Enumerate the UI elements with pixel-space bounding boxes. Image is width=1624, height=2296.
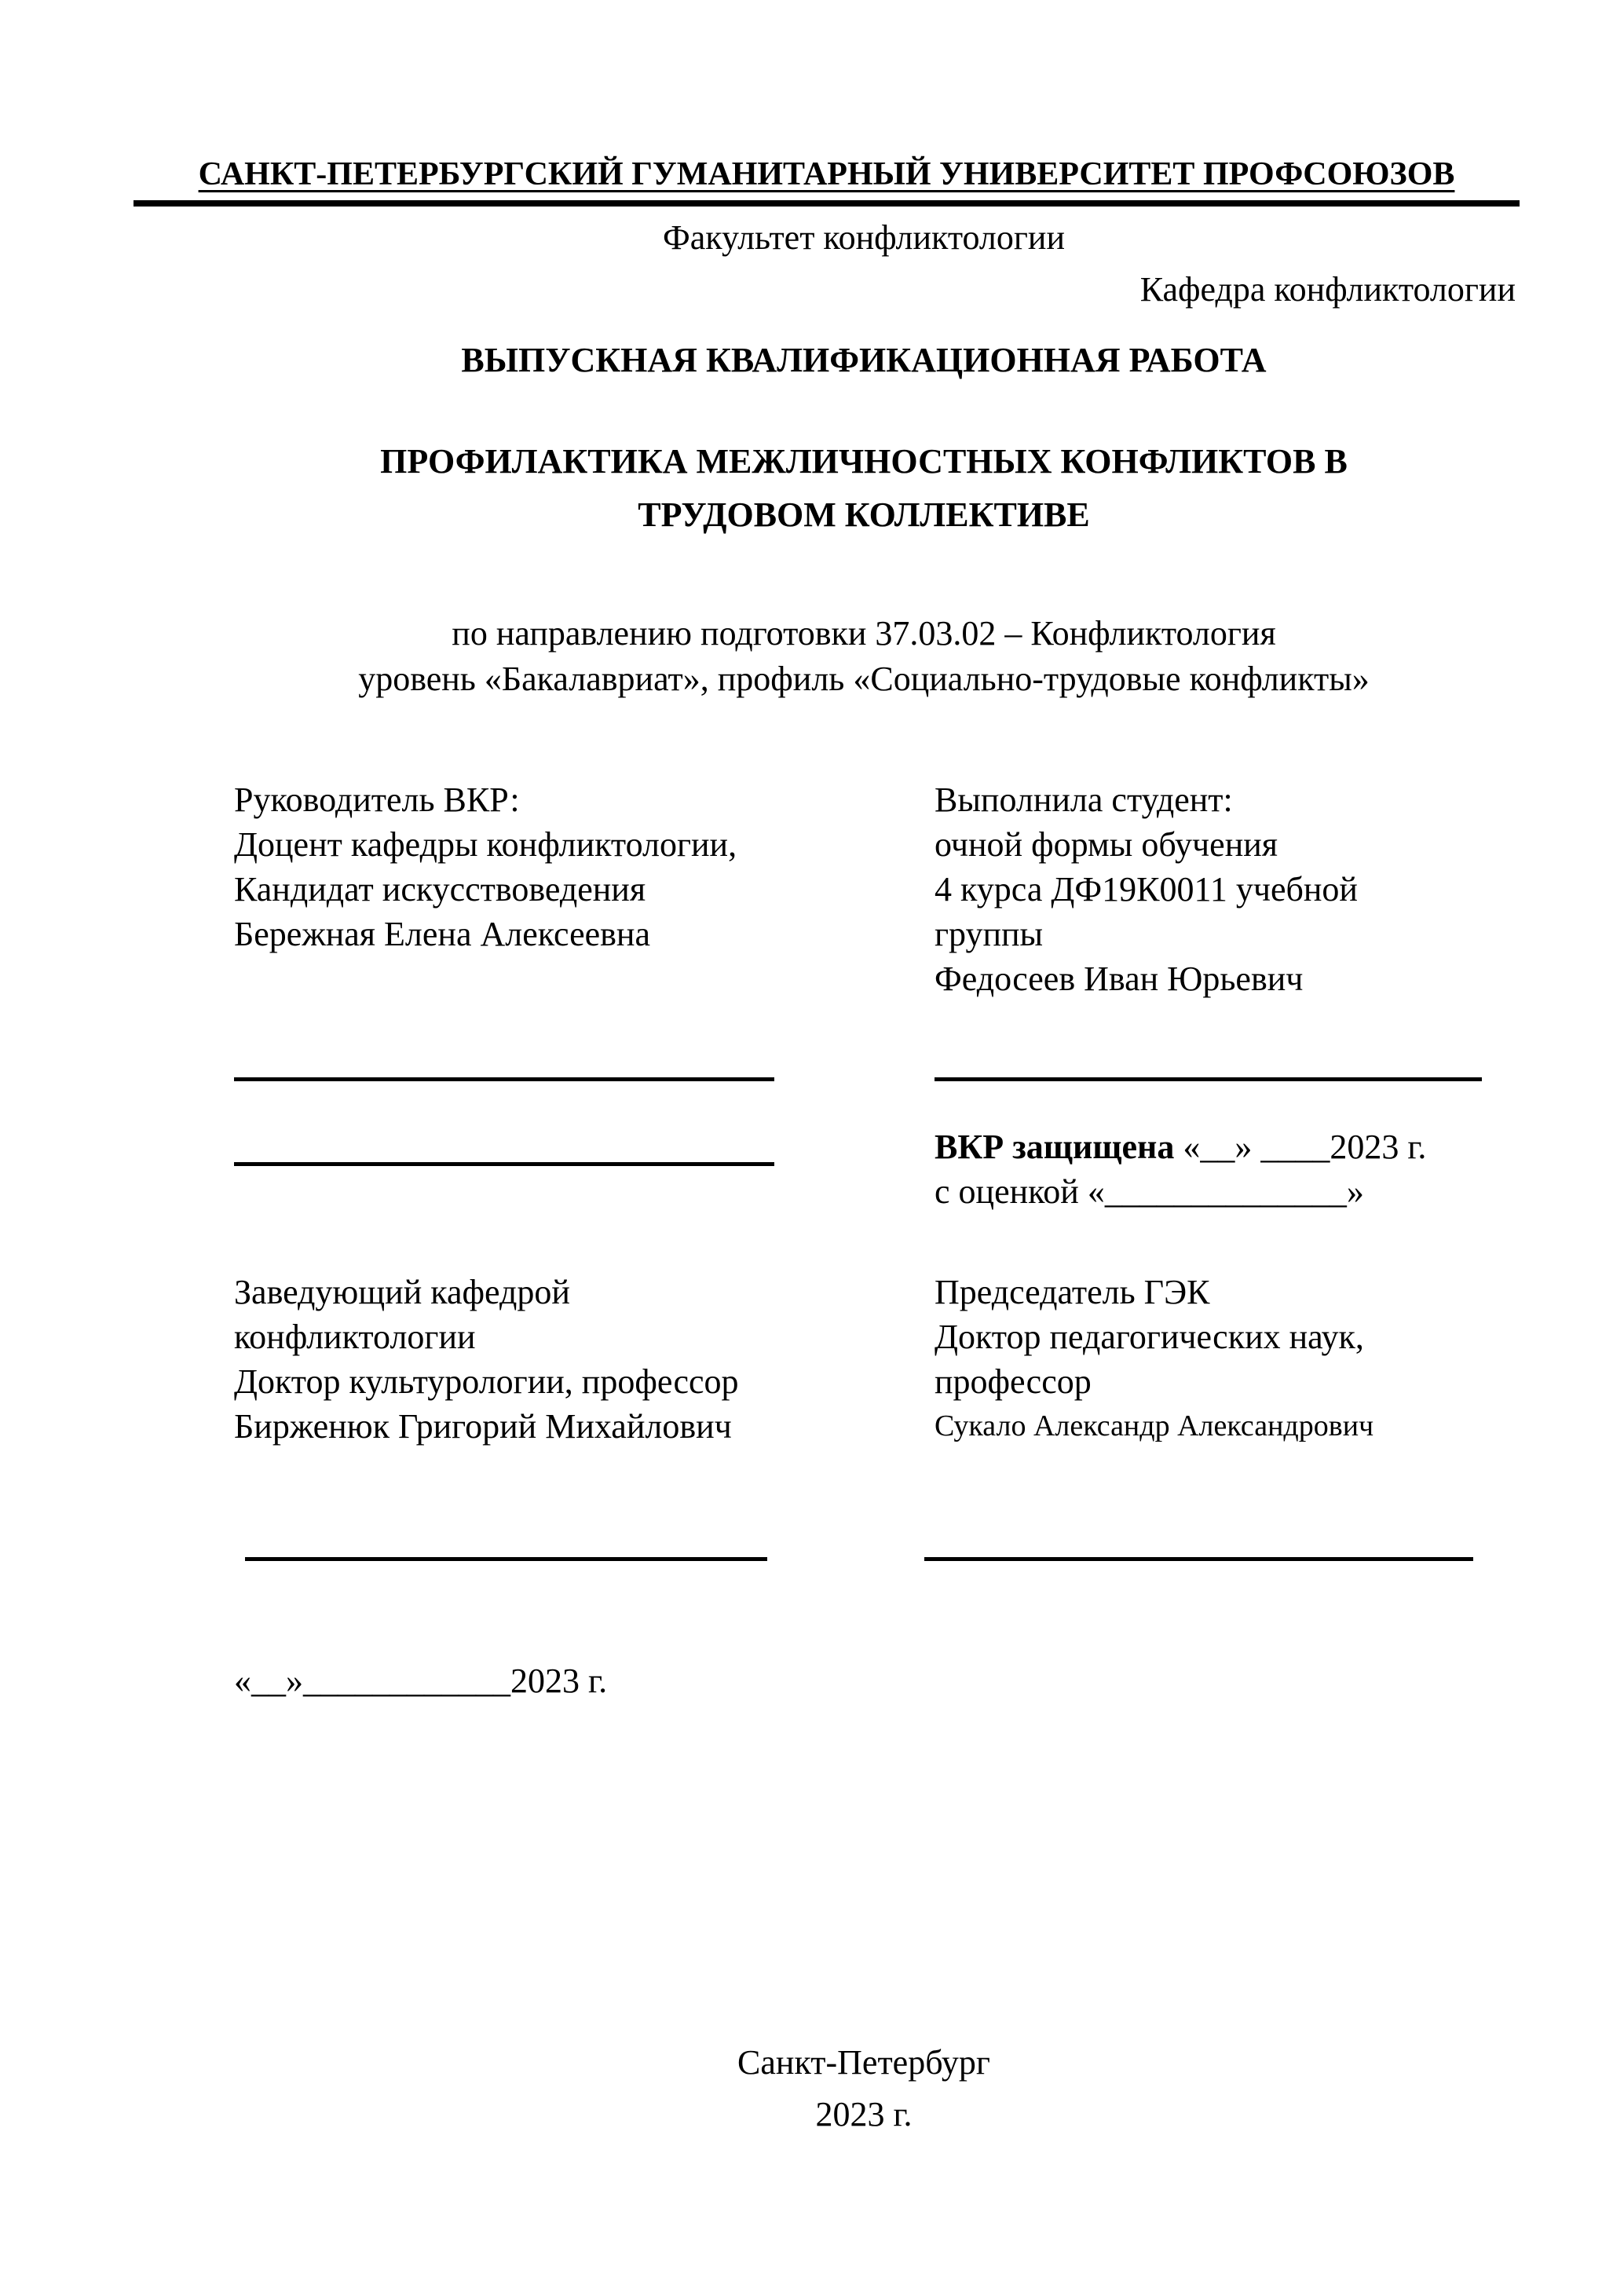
defense-label: ВКР защищена xyxy=(935,1128,1175,1166)
signature-line-student xyxy=(935,1077,1482,1081)
program-level: уровень «Бакалавриат», профиль «Социально-трудовые конфликты» xyxy=(358,660,1370,698)
gek-chair-degree-line1: Доктор педагогических наук, xyxy=(935,1318,1364,1356)
student-label: Выполнила студент: xyxy=(935,781,1233,819)
gek-chair-degree-line2: профессор xyxy=(935,1362,1092,1401)
defense-block xyxy=(935,1124,1563,1214)
gek-chair-name: Сукало Александр Александрович xyxy=(935,1409,1374,1442)
signature-line-supervisor-2 xyxy=(234,1162,774,1166)
date-blank-line: «__»____________2023 г. xyxy=(234,1662,608,1700)
department-head-block xyxy=(234,1270,878,1449)
dept-head-title-line2: конфликтологии xyxy=(234,1318,476,1356)
work-type-heading: ВЫПУСКНАЯ КВАЛИФИКАЦИОННАЯ РАБОТА xyxy=(461,341,1267,379)
student-block xyxy=(935,777,1578,1001)
dept-head-name: Бирженюк Григорий Михайлович xyxy=(234,1407,732,1446)
university-header xyxy=(134,154,1520,207)
department-line: Кафедра конфликтологии xyxy=(1139,270,1516,309)
supervisor-label: Руководитель ВКР: xyxy=(234,781,520,819)
faculty-line: Факультет конфликтологии xyxy=(662,218,1065,257)
thesis-title-line2: ТРУДОВОМ КОЛЛЕКТИВЕ xyxy=(638,495,1090,534)
city-line: Санкт-Петербург xyxy=(737,2043,990,2082)
supervisor-block xyxy=(234,777,878,956)
year-line: 2023 г. xyxy=(815,2095,913,2133)
program-direction: по направлению подготовки 37.03.02 – Конфликтология xyxy=(452,614,1276,653)
signature-line-dept-head xyxy=(245,1557,767,1561)
supervisor-name: Бережная Елена Алексеевна xyxy=(234,915,650,953)
program-info xyxy=(236,611,1492,702)
signature-line-gek-chair xyxy=(924,1557,1473,1561)
gek-chair-title: Председатель ГЭК xyxy=(935,1273,1210,1311)
student-group-line1: 4 курса ДФ19К0011 учебной xyxy=(935,870,1358,909)
student-group-line2: группы xyxy=(935,915,1044,953)
signature-line-supervisor xyxy=(234,1077,774,1081)
thesis-title xyxy=(236,435,1492,542)
student-form: очной формы обучения xyxy=(935,825,1278,864)
dept-head-degree: Доктор культурологии, профессор xyxy=(234,1362,739,1401)
thesis-title-line1: ПРОФИЛАКТИКА МЕЖЛИЧНОСТНЫХ КОНФЛИКТОВ В xyxy=(380,442,1348,481)
dept-head-title-line1: Заведующий кафедрой xyxy=(234,1273,570,1311)
footer-block xyxy=(236,2037,1492,2141)
defense-grade-line: с оценкой «______________» xyxy=(935,1172,1364,1211)
university-name: САНКТ-ПЕТЕРБУРГСКИЙ ГУМАНИТАРНЫЙ УНИВЕРСИТЕТ ПРОФСОЮЗОВ xyxy=(198,156,1455,192)
defense-date-line xyxy=(935,1124,1563,1169)
student-name: Федосеев Иван Юрьевич xyxy=(935,960,1304,998)
supervisor-degree: Кандидат искусствоведения xyxy=(234,870,646,909)
gek-chairman-block xyxy=(935,1270,1578,1449)
defense-date-blank: «__» ____2023 г. xyxy=(1174,1128,1427,1166)
supervisor-position: Доцент кафедры конфликтологии, xyxy=(234,825,737,864)
